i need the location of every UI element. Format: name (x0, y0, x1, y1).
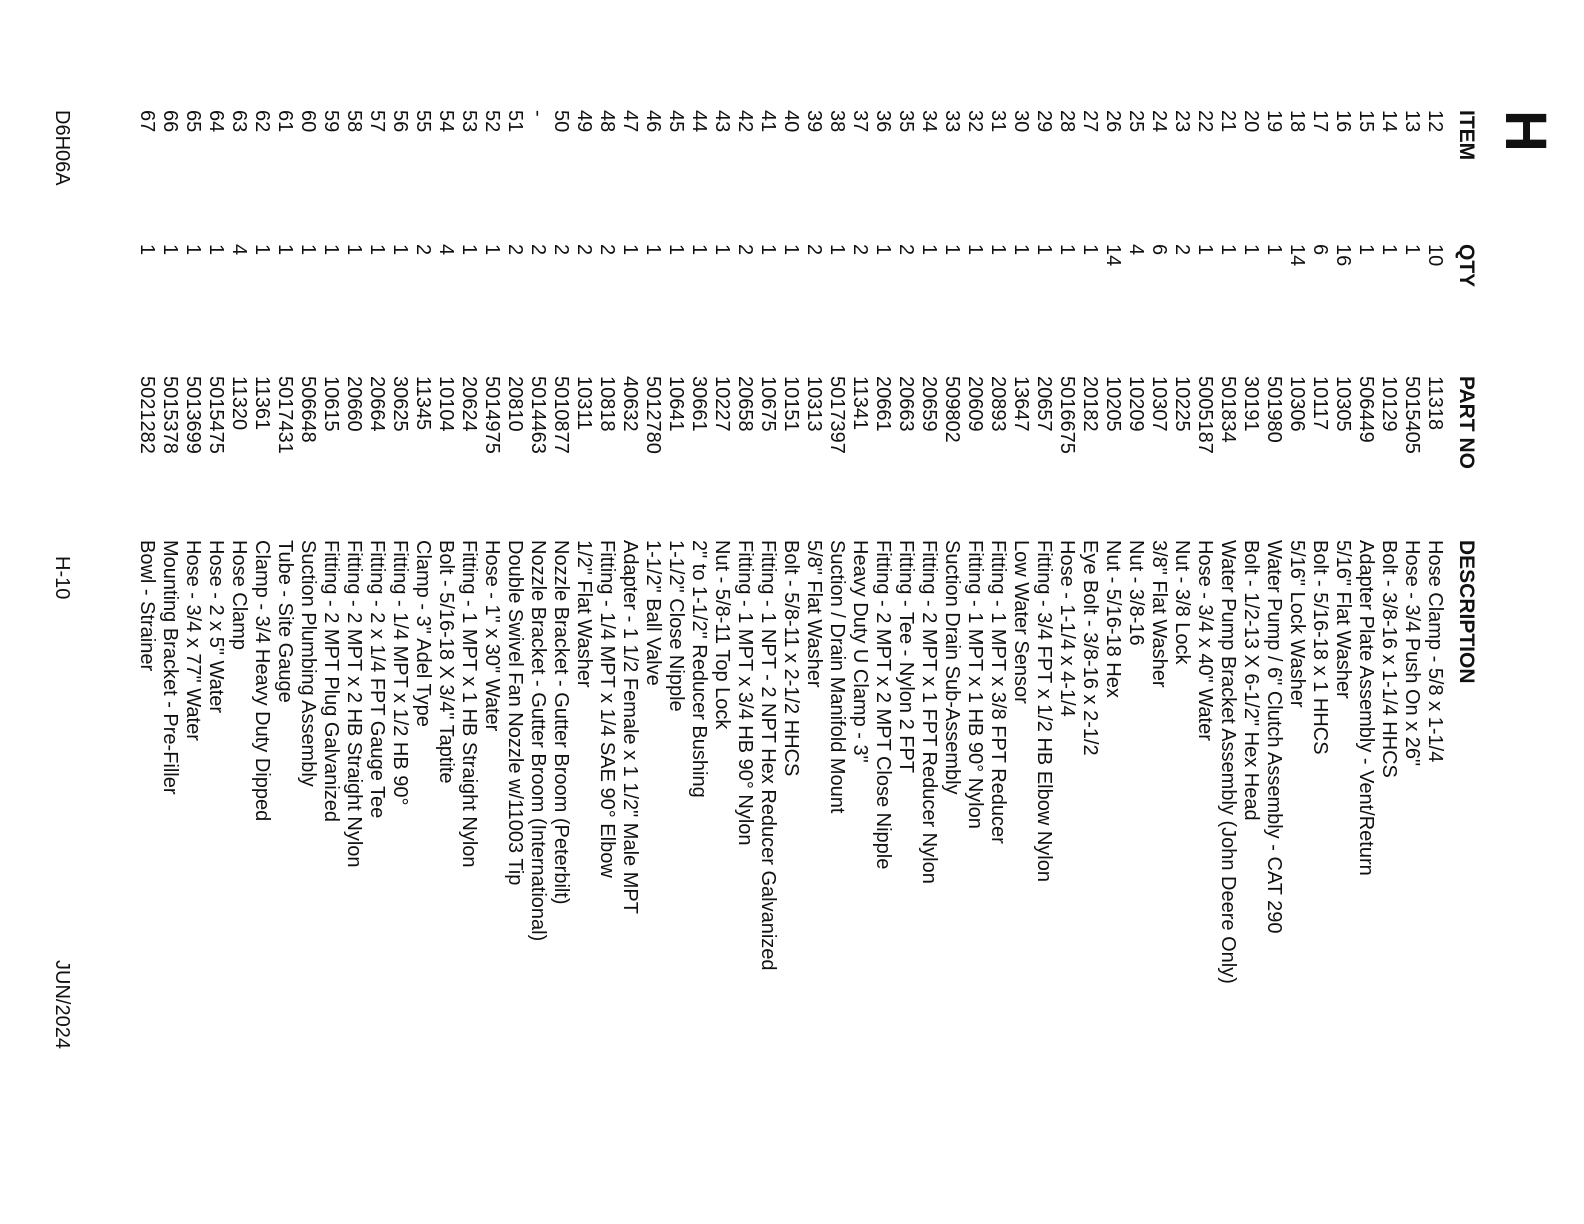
part-no-cell: 501980 (1263, 376, 1285, 443)
part-no-cell: 10313 (803, 376, 825, 432)
item-cell: 19 (1263, 110, 1285, 133)
item-cell: 41 (757, 110, 779, 133)
table-row (986, 0, 1009, 1224)
table-row (549, 0, 572, 1224)
table-row (250, 0, 273, 1224)
table-row (365, 0, 388, 1224)
item-cell: 22 (1194, 110, 1216, 133)
item-cell: 62 (251, 110, 273, 133)
table-row (618, 0, 641, 1224)
part-no-cell: 10151 (780, 376, 802, 432)
parts-table-body (135, 0, 1446, 1224)
description-cell: Bolt - 1/2-13 X 6-1/2" Hex Head (1240, 540, 1262, 821)
item-cell: 45 (665, 110, 687, 133)
part-no-cell: 10675 (757, 376, 779, 432)
item-cell: 20 (1240, 110, 1262, 133)
description-cell: 5/16" Flat Washer (1332, 540, 1354, 699)
item-cell: 52 (481, 110, 503, 133)
part-no-cell: 10209 (1125, 376, 1147, 432)
qty-cell: 1 (941, 244, 963, 256)
description-cell: Double Swivel Fan Nozzle w/11003 Tip (504, 540, 526, 886)
description-cell: Nut - 3/8 Lock (1171, 540, 1193, 665)
qty-cell: 1 (757, 244, 779, 256)
page-footer (50, 0, 74, 1224)
table-row (135, 0, 158, 1224)
item-cell: 60 (297, 110, 319, 133)
table-row (1170, 0, 1193, 1224)
qty-cell: 1 (711, 244, 733, 256)
table-row (434, 0, 457, 1224)
table-row (273, 0, 296, 1224)
item-cell: 30 (1010, 110, 1032, 133)
table-row (457, 0, 480, 1224)
description-cell: Fitting - 1/4 MPT x 1/2 HB 90° (389, 540, 411, 806)
description-cell: Nut - 5/8-11 Top Lock (711, 540, 733, 730)
table-header (1454, 0, 1478, 1224)
part-no-cell: 10225 (1171, 376, 1193, 432)
item-cell: 38 (826, 110, 848, 133)
part-no-cell: 501834 (1217, 376, 1239, 443)
table-row (158, 0, 181, 1224)
item-cell: 25 (1125, 110, 1147, 133)
table-row (1078, 0, 1101, 1224)
description-cell: Hose - 1-1/4 x 4-1/4 (1056, 540, 1078, 717)
item-cell: 53 (458, 110, 480, 133)
qty-cell: 1 (274, 244, 296, 256)
qty-cell: 1 (688, 244, 710, 256)
part-no-cell: 30625 (389, 376, 411, 432)
qty-cell: 2 (803, 244, 825, 256)
item-cell: 44 (688, 110, 710, 133)
qty-cell: 4 (435, 244, 457, 256)
table-row (917, 0, 940, 1224)
qty-cell: 1 (251, 244, 273, 256)
table-row (1124, 0, 1147, 1224)
part-no-cell: 506449 (1355, 376, 1377, 443)
item-cell: 58 (343, 110, 365, 133)
table-row (1193, 0, 1216, 1224)
item-cell: 29 (1033, 110, 1055, 133)
description-cell: Bolt - 3/8-16 x 1-1/4 HHCS (1378, 540, 1400, 778)
description-cell: Clamp - 3/4 Heavy Duty Dipped (251, 540, 273, 822)
qty-cell: 1 (1033, 244, 1055, 256)
table-row (1377, 0, 1400, 1224)
table-row (1239, 0, 1262, 1224)
qty-cell: 1 (780, 244, 802, 256)
qty-cell: 1 (964, 244, 986, 256)
part-no-cell: 20810 (504, 376, 526, 432)
description-cell: Eye Bolt - 3/8-16 x 2-1/2 (1079, 540, 1101, 756)
part-no-cell: 10818 (596, 376, 618, 432)
document-code: D6H06A (51, 110, 73, 186)
item-cell: 31 (987, 110, 1009, 133)
part-no-cell: 11361 (251, 376, 273, 431)
qty-cell: 1 (1240, 244, 1262, 256)
table-row (1147, 0, 1170, 1224)
description-cell: Heavy Duty U Clamp - 3" (849, 540, 871, 763)
qty-cell: 1 (642, 244, 664, 256)
description-cell: Fitting - 2 MPT x 1 FPT Reducer Nylon (918, 540, 940, 884)
table-row (802, 0, 825, 1224)
description-cell: Fitting - 1 MPT x 1 HB Straight Nylon (458, 540, 480, 868)
qty-cell: 1 (1010, 244, 1032, 256)
table-row (342, 0, 365, 1224)
item-cell: 42 (734, 110, 756, 133)
description-cell: 5/8" Flat Washer (803, 540, 825, 688)
item-cell: 55 (412, 110, 434, 133)
table-row (1308, 0, 1331, 1224)
part-no-cell: 5016675 (1056, 376, 1078, 454)
qty-cell: 2 (895, 244, 917, 256)
part-no-cell: 10129 (1378, 376, 1400, 432)
qty-cell: 1 (619, 244, 641, 256)
table-row (1216, 0, 1239, 1224)
item-cell: 17 (1309, 110, 1331, 133)
table-row (848, 0, 871, 1224)
qty-cell: 1 (481, 244, 503, 256)
part-no-cell: 30661 (688, 376, 710, 432)
revision-date: JUN/2024 (51, 960, 73, 1049)
qty-cell: 1 (826, 244, 848, 256)
table-row (227, 0, 250, 1224)
part-no-cell: 20663 (895, 376, 917, 432)
part-no-cell: 20664 (366, 376, 388, 432)
description-cell: Bolt - 5/8-11 x 2-1/2 HHCS (780, 540, 802, 777)
item-cell: 13 (1401, 110, 1423, 133)
qty-cell: 1 (987, 244, 1009, 256)
table-row (1400, 0, 1423, 1224)
part-no-cell: 10306 (1286, 376, 1308, 432)
description-cell: Fitting - 3/4 FPT x 1/2 HB Elbow Nylon (1033, 540, 1055, 882)
part-no-cell: 5012780 (642, 376, 664, 454)
qty-cell: 1 (343, 244, 365, 256)
item-cell: 26 (1102, 110, 1124, 133)
part-no-cell: 10305 (1332, 376, 1354, 432)
part-no-cell: 20658 (734, 376, 756, 432)
table-row (388, 0, 411, 1224)
qty-cell: 1 (297, 244, 319, 256)
page-number: H-10 (51, 556, 73, 600)
qty-cell: 2 (550, 244, 572, 256)
item-cell: 34 (918, 110, 940, 133)
header-item: ITEM (1455, 110, 1478, 161)
table-row (1101, 0, 1124, 1224)
table-row (687, 0, 710, 1224)
description-cell: Bolt - 5/16-18 x 1 HHCS (1309, 540, 1331, 755)
description-cell: Low Water Sensor (1010, 540, 1032, 704)
item-cell: 51 (504, 110, 526, 133)
table-row (963, 0, 986, 1224)
qty-cell: 2 (573, 244, 595, 256)
table-row (1354, 0, 1377, 1224)
description-cell: Hose - 2 x 5" Water (205, 540, 227, 714)
qty-cell: 1 (159, 244, 181, 256)
description-cell: Suction / Drain Manifold Mount (826, 540, 848, 814)
section-letter: H (1493, 110, 1558, 152)
qty-cell: 1 (1355, 244, 1377, 256)
item-cell: 36 (872, 110, 894, 133)
description-cell: Tube - Site Gauge (274, 540, 296, 703)
table-row (664, 0, 687, 1224)
description-cell: Water Pump Bracket Assembly (John Deere Only) (1217, 540, 1239, 984)
table-row (1055, 0, 1078, 1224)
table-row (181, 0, 204, 1224)
item-cell: 16 (1332, 110, 1354, 133)
description-cell: Fitting - 1 MPT x 3/4 HB 90° Nylon (734, 540, 756, 846)
description-cell: Hose Clamp - 5/8 x 1-1/4 (1424, 540, 1446, 763)
part-no-cell: 20661 (872, 376, 894, 432)
description-cell: Hose - 3/4 x 40" Water (1194, 540, 1216, 741)
description-cell: Nozzle Bracket - Gutter Broom (Peterbilt) (550, 540, 572, 905)
part-no-cell: 11345 (412, 376, 434, 431)
qty-cell: 1 (1378, 244, 1400, 256)
description-cell: 2" to 1-1/2" Reducer Bushing (688, 540, 710, 798)
part-no-cell: 10615 (320, 376, 342, 432)
item-cell: 54 (435, 110, 457, 133)
description-cell: 1-1/2" Ball Valve (642, 540, 664, 686)
item-cell: 32 (964, 110, 986, 133)
description-cell: Suction Drain Sub-Assembly (941, 540, 963, 795)
table-row (319, 0, 342, 1224)
table-row (710, 0, 733, 1224)
table-row (1331, 0, 1354, 1224)
table-row (204, 0, 227, 1224)
table-row (1009, 0, 1032, 1224)
part-no-cell: 20182 (1079, 376, 1101, 432)
qty-cell: 2 (412, 244, 434, 256)
description-cell: Hose Clamp (228, 540, 250, 651)
item-cell: 35 (895, 110, 917, 133)
description-cell: 3/8" Flat Washer (1148, 540, 1170, 688)
item-cell: 40 (780, 110, 802, 133)
item-cell: 56 (389, 110, 411, 133)
table-row (503, 0, 526, 1224)
table-row (1423, 0, 1446, 1224)
qty-cell: 2 (527, 244, 549, 256)
part-no-cell: 5014463 (527, 376, 549, 454)
part-no-cell: 30191 (1240, 376, 1262, 432)
item-cell: - (527, 110, 549, 117)
item-cell: 43 (711, 110, 733, 133)
part-no-cell: 10311 (573, 376, 595, 431)
part-no-cell: 10117 (1309, 376, 1331, 431)
description-cell: Fitting - 1/4 MPT x 1/4 SAE 90° Elbow (596, 540, 618, 878)
description-cell: Adapter Plate Assembly - Vent/Return (1355, 540, 1377, 876)
qty-cell: 6 (1148, 244, 1170, 256)
item-cell: 65 (182, 110, 204, 133)
item-cell: 57 (366, 110, 388, 133)
part-no-cell: 5021282 (136, 376, 158, 454)
qty-cell: 1 (1194, 244, 1216, 256)
item-cell: 46 (642, 110, 664, 133)
qty-cell: 1 (182, 244, 204, 256)
description-cell: Hose - 3/4 Push On x 26" (1401, 540, 1423, 767)
item-cell: 12 (1424, 110, 1446, 133)
qty-cell: 1 (1263, 244, 1285, 256)
table-row (572, 0, 595, 1224)
part-no-cell: 5017431 (274, 376, 296, 454)
description-cell: Fitting - 2 MPT x 2 MPT Close Nipple (872, 540, 894, 870)
item-cell: 50 (550, 110, 572, 133)
table-row (411, 0, 434, 1224)
description-cell: Mounting Bracket - Pre-Filler (159, 540, 181, 795)
qty-cell: 1 (1079, 244, 1101, 256)
part-no-cell: 10205 (1102, 376, 1124, 432)
part-no-cell: 20659 (918, 376, 940, 432)
qty-cell: 1 (918, 244, 940, 256)
qty-cell: 2 (849, 244, 871, 256)
qty-cell: 1 (366, 244, 388, 256)
description-cell: Fitting - 1 MPT x 1 HB 90° Nylon (964, 540, 986, 829)
description-cell: Fitting - 1 NPT - 2 NPT Hex Reducer Galvanized (757, 540, 779, 971)
part-no-cell: 10227 (711, 376, 733, 432)
description-cell: Fitting - 1 MPT x 3/8 FPT Reducer (987, 540, 1009, 844)
table-row (1285, 0, 1308, 1224)
table-row (871, 0, 894, 1224)
item-cell: 47 (619, 110, 641, 133)
item-cell: 63 (228, 110, 250, 133)
qty-cell: 1 (136, 244, 158, 256)
qty-cell: 1 (1056, 244, 1078, 256)
table-row (595, 0, 618, 1224)
item-cell: 49 (573, 110, 595, 133)
item-cell: 59 (320, 110, 342, 133)
table-row (779, 0, 802, 1224)
item-cell: 27 (1079, 110, 1101, 133)
table-row (1262, 0, 1285, 1224)
qty-cell: 16 (1332, 244, 1354, 267)
description-cell: Fitting - 2 MPT Plug Galvanized (320, 540, 342, 822)
part-no-cell: 5005187 (1194, 376, 1216, 454)
description-cell: Bolt - 5/16-18 X 3/4" Taptite (435, 540, 457, 784)
part-no-cell: 5014975 (481, 376, 503, 454)
item-cell: 37 (849, 110, 871, 133)
description-cell: 1-1/2" Close Nipple (665, 540, 687, 712)
description-cell: Fitting - Tee - Nylon 2 FPT (895, 540, 917, 774)
description-cell: Nut - 5/16-18 Hex (1102, 540, 1124, 698)
part-no-cell: 13647 (1010, 376, 1032, 432)
part-no-cell: 11320 (228, 376, 250, 431)
part-no-cell: 10104 (435, 376, 457, 432)
item-cell: 28 (1056, 110, 1078, 133)
description-cell: Nut - 3/8-16 (1125, 540, 1147, 646)
qty-cell: 1 (205, 244, 227, 256)
qty-cell: 1 (458, 244, 480, 256)
description-cell: 5/16" Lock Washer (1286, 540, 1308, 708)
item-cell: 21 (1217, 110, 1239, 133)
item-cell: 39 (803, 110, 825, 133)
qty-cell: 1 (1217, 244, 1239, 256)
item-cell: 23 (1171, 110, 1193, 133)
description-cell: Suction Plumbing Assembly (297, 540, 319, 787)
table-row (940, 0, 963, 1224)
qty-cell: 1 (665, 244, 687, 256)
description-cell: Hose - 3/4 x 77" Water (182, 540, 204, 741)
description-cell: Bowl - Strainer (136, 540, 158, 672)
table-row (296, 0, 319, 1224)
table-row (641, 0, 664, 1224)
qty-cell: 14 (1286, 244, 1308, 267)
part-no-cell: 20624 (458, 376, 480, 432)
qty-cell: 2 (596, 244, 618, 256)
header-qty: QTY (1455, 244, 1478, 288)
qty-cell: 1 (1401, 244, 1423, 256)
table-row (825, 0, 848, 1224)
table-row (894, 0, 917, 1224)
qty-cell: 14 (1102, 244, 1124, 267)
part-no-cell: 5010877 (550, 376, 572, 454)
item-cell: 67 (136, 110, 158, 133)
item-cell: 33 (941, 110, 963, 133)
part-no-cell: 5015405 (1401, 376, 1423, 454)
description-cell: Adapter - 1 1/2 Female x 1 1/2" Male MPT (619, 540, 641, 914)
part-no-cell: 10307 (1148, 376, 1170, 432)
description-cell: Water Pump / 6" Clutch Assembly - CAT 290 (1263, 540, 1285, 934)
table-row (526, 0, 549, 1224)
header-description: DESCRIPTION (1455, 540, 1478, 684)
part-no-cell: 11318 (1424, 376, 1446, 431)
part-no-cell: 20609 (964, 376, 986, 432)
part-no-cell: 20657 (1033, 376, 1055, 432)
part-no-cell: 5015475 (205, 376, 227, 454)
part-no-cell: 5013699 (182, 376, 204, 454)
qty-cell: 1 (389, 244, 411, 256)
description-cell: Hose - 1" x 30" Water (481, 540, 503, 732)
part-no-cell: 40632 (619, 376, 641, 432)
item-cell: 64 (205, 110, 227, 133)
part-no-cell: 11341 (849, 376, 871, 431)
table-row (756, 0, 779, 1224)
description-cell: Nozzle Bracket - Gutter Broom (International) (527, 540, 549, 942)
part-no-cell: 509802 (941, 376, 963, 443)
item-cell: 48 (596, 110, 618, 133)
qty-cell: 1 (872, 244, 894, 256)
item-cell: 24 (1148, 110, 1170, 133)
table-row (733, 0, 756, 1224)
part-no-cell: 506648 (297, 376, 319, 443)
item-cell: 14 (1378, 110, 1400, 133)
table-row (1032, 0, 1055, 1224)
item-cell: 66 (159, 110, 181, 133)
header-part-no: PART NO (1455, 376, 1478, 469)
part-no-cell: 5015378 (159, 376, 181, 454)
qty-cell: 6 (1309, 244, 1331, 256)
item-cell: 61 (274, 110, 296, 133)
part-no-cell: 10641 (665, 376, 687, 432)
description-cell: Fitting - 2 MPT x 2 HB Straight Nylon (343, 540, 365, 868)
part-no-cell: 5017397 (826, 376, 848, 454)
qty-cell: 2 (734, 244, 756, 256)
description-cell: Fitting - 2 x 1/4 FPT Gauge Tee (366, 540, 388, 819)
qty-cell: 10 (1424, 244, 1446, 267)
part-no-cell: 20660 (343, 376, 365, 432)
item-cell: 18 (1286, 110, 1308, 133)
qty-cell: 1 (320, 244, 342, 256)
qty-cell: 4 (1125, 244, 1147, 256)
description-cell: 1/2" Flat Washer (573, 540, 595, 688)
description-cell: Clamp - 3" Adel Type (412, 540, 434, 727)
part-no-cell: 20893 (987, 376, 1009, 432)
qty-cell: 2 (1171, 244, 1193, 256)
table-row (480, 0, 503, 1224)
item-cell: 15 (1355, 110, 1377, 133)
qty-cell: 2 (504, 244, 526, 256)
qty-cell: 4 (228, 244, 250, 256)
